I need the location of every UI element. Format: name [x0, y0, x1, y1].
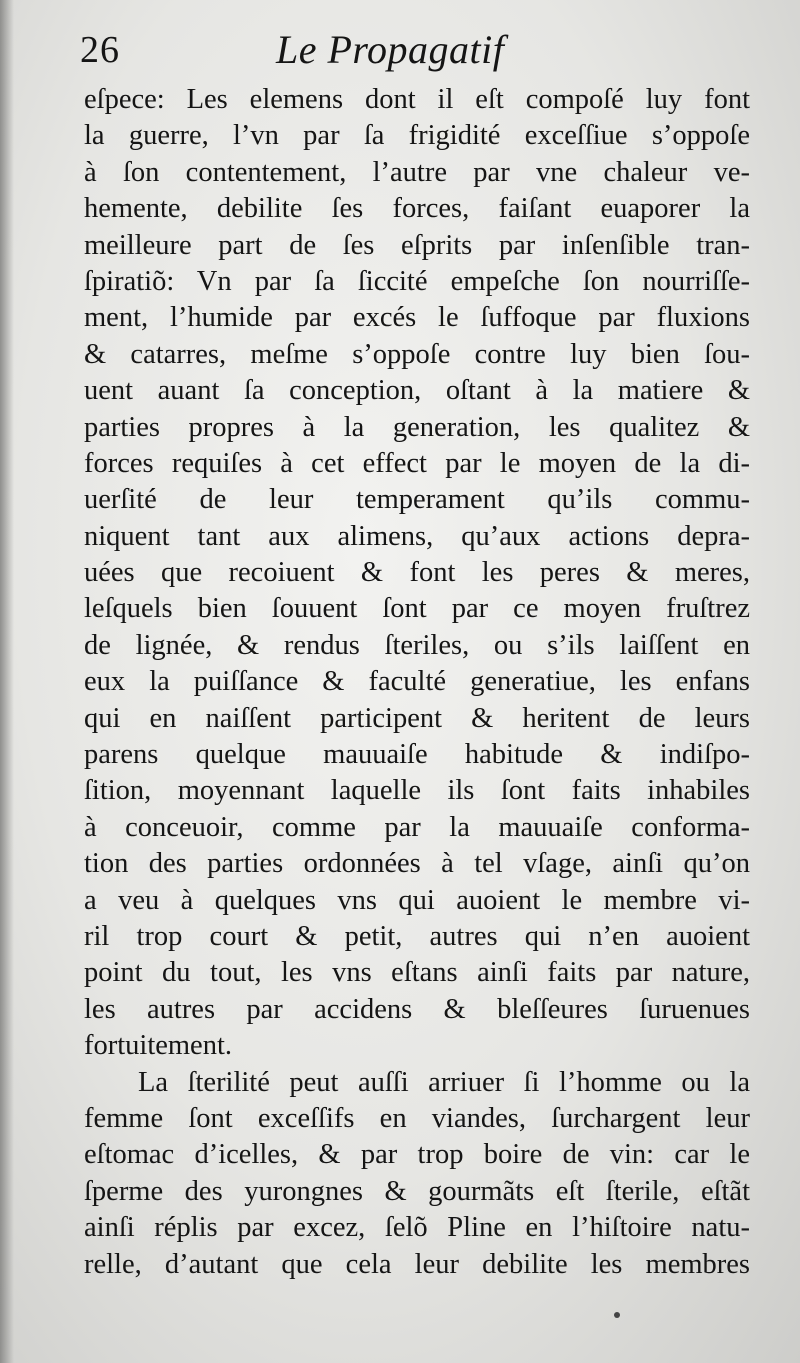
text-line: ment, l’humide par excés le ſuffoque par fluxions [84, 302, 750, 334]
text-line: ainſi réplis par excez, ſelõ Pline en l’hiſtoire natu- [84, 1212, 750, 1244]
text-line: eſtomac d’icelles, & par trop boire de vin: car le [84, 1139, 750, 1171]
text-line: ſperme des yurongnes & gourmãts eſt ſterile, eſtãt [84, 1175, 750, 1207]
text-line: à ſon contentement, l’autre par vne chaleur ve- [84, 156, 750, 188]
text-line: & catarres, meſme s’oppoſe contre luy bien ſou- [84, 338, 750, 370]
text-line: uerſité de leur temperament qu’ils commu- [84, 484, 750, 516]
text-line: uent auant ſa conception, oſtant à la matiere & [84, 375, 750, 407]
page-header [80, 22, 740, 86]
paragraph-start-line: La ſterilité peut auſſi arriuer ſi l’homme ou la [138, 1066, 750, 1098]
text-line: ſpiratiõ: Vn par ſa ſiccité empeſche ſon nourriſſe- [84, 265, 750, 297]
text-line: parens quelque mauuaiſe habitude & indiſpo- [84, 739, 750, 771]
text-line: niquent tant aux alimens, qu’aux actions depra- [84, 520, 750, 552]
text-line: relle, d’autant que cela leur debilite les membres [84, 1248, 750, 1280]
text-line: uées que recoiuent & font les peres & meres, [84, 557, 750, 589]
text-line: qui en naiſſent participent & heritent de leurs [84, 702, 750, 734]
text-line: de lignée, & rendus ſteriles, ou s’ils laiſſent en [84, 629, 750, 661]
text-line: la guerre, l’vn par ſa frigidité exceſſiue s’oppoſe [84, 120, 750, 152]
page-number: 26 [80, 29, 120, 71]
text-line: parties propres à la generation, les qualitez & [84, 411, 750, 443]
text-line: leſquels bien ſouuent ſont par ce moyen fruſtrez [84, 593, 750, 625]
text-line: les autres par accidens & bleſſeures ſuruenues [84, 993, 750, 1025]
text-line: tion des parties ordonnées à tel vſage, ainſi qu’on [84, 848, 750, 880]
text-line: ſition, moyennant laquelle ils ſont faits inhabiles [84, 775, 750, 807]
text-line: eux la puiſſance & faculté generatiue, les enfans [84, 666, 750, 698]
text-line: forces requiſes à cet effect par le moyen de la di- [84, 447, 750, 479]
text-line: point du tout, les vns eſtans ainſi faits par nature, [84, 957, 750, 989]
running-title: Le Propagatif [276, 27, 505, 72]
text-line: femme ſont exceſſifs en viandes, ſurchargent leur [84, 1102, 750, 1134]
text-line: ril trop court & petit, autres qui n’en auoient [84, 920, 750, 952]
text-line: à conceuoir, comme par la mauuaiſe conforma- [84, 811, 750, 843]
text-line: a veu à quelques vns qui auoient le membre vi- [84, 884, 750, 916]
ink-speck [614, 1312, 620, 1318]
body-text [84, 82, 750, 1283]
text-line: meilleure part de ſes eſprits par inſenſible tran- [84, 229, 750, 261]
text-line: eſpece: Les elemens dont il eſt compoſé luy font [84, 84, 750, 115]
text-line: hemente, debilite ſes forces, faiſant euaporer la [84, 193, 750, 225]
text-line: fortuitement. [84, 1030, 232, 1062]
page-gutter-shadow [0, 0, 14, 1363]
